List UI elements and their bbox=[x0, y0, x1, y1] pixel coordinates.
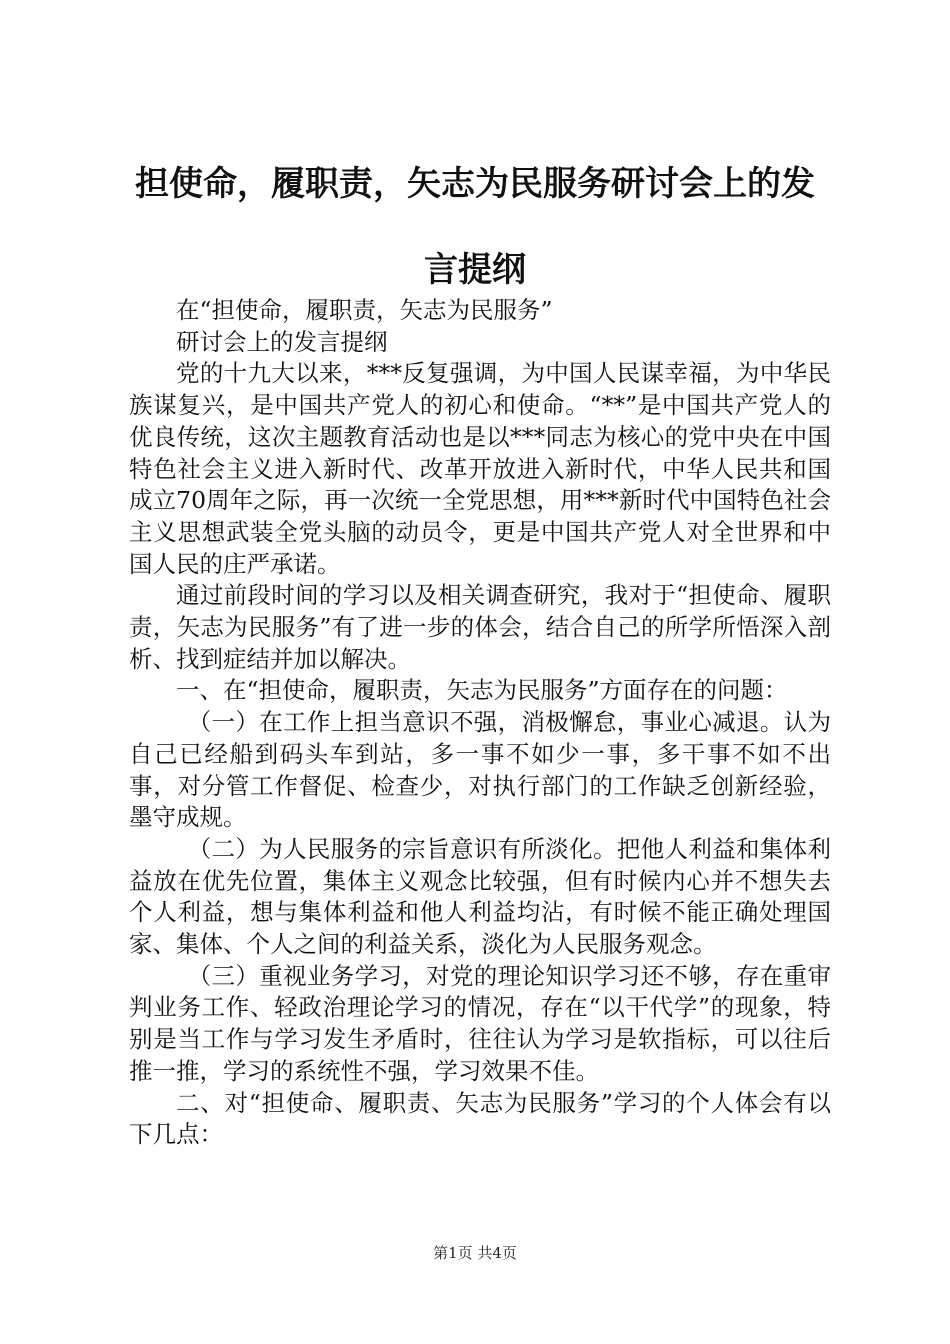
section-heading-problems: 一、在“担使命，履职责，矢志为民服务”方面存在的问题： bbox=[176, 676, 788, 705]
paragraph-problem-3: （三）重视业务学习，对党的理论知识学习还不够，存在重审判业务工作、轻政治理论学习的情况，存在“以干代学”的现象，特别是当工作与学习发生矛盾时，往往认为学习是软指标，可以往后推一推，学习的系统性不强，学习效果不佳。 bbox=[129, 961, 831, 1085]
paragraph-problem-2: （二）为人民服务的宗旨意识有所淡化。把他人利益和集体利益放在优先位置，集体主义观念比较强，但有时候内心并不想失去个人利益，想与集体利益和他人利益均沾，有时候不能正确处理国家、集体、个人之间的利益关系，淡化为人民服务观念。 bbox=[129, 834, 831, 959]
paragraph-subtitle-1: 在“担使命，履职责，矢志为民服务” bbox=[176, 296, 553, 324]
paragraph-intro: 党的十九大以来，***反复强调，为中国人民谋幸福，为中华民族谋复兴，是中国共产党人的初心和使命。“**”是中国共产党人的优良传统，这次主题教育活动也是以***同志为核心的党中央在中国特色社会主义进入新时代、改革开放进入新时代，中华人民共和国成立70周年之际，再一次统一全党思想，用***新时代中国特色社会主义思想武装全党头脑的动员令，更是中国共产党人对全世界和中国人民的庄严承诺。 bbox=[129, 359, 831, 578]
document-title-line-2: 言提纲 bbox=[424, 250, 526, 290]
document-body bbox=[129, 295, 831, 1151]
document-title-line-1: 担使命，履职责，矢志为民服务研讨会上的发 bbox=[135, 164, 815, 204]
paragraph-study: 通过前段时间的学习以及相关调查研究，我对于“担使命、履职责，矢志为民服务”有了进一步的体会，结合自己的所学所悟深入剖析、找到症结并加以解决。 bbox=[129, 581, 831, 673]
paragraph-problem-1: （一）在工作上担当意识不强，消极懈怠，事业心减退。认为自己已经船到码头车到站，多一事不如少一事，多干事不如不出事，对分管工作督促、检查少，对执行部门的工作缺乏创新经验，墨守成规。 bbox=[129, 708, 831, 832]
paragraph-subtitle-2: 研讨会上的发言提纲 bbox=[176, 327, 388, 356]
section-heading-experience: 二、对“担使命、履职责、矢志为民服务”学习的个人体会有以下几点： bbox=[129, 1088, 831, 1149]
page-footer: 第1页 共4页 bbox=[433, 1244, 517, 1262]
